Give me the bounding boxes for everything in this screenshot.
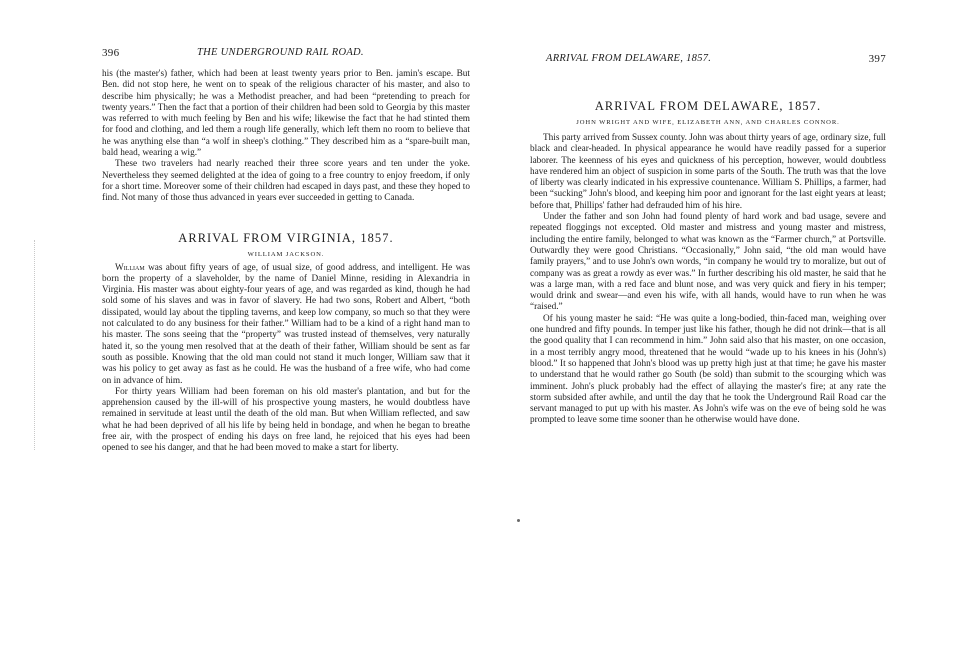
william-paragraph-1-text: was about fifty years of age, of usual size, of good address, and intelligent. He was born the property of a slaveholder, by the name of Daniel Minne, residing in Alexandria in Virginia. His master was about eighty-four years of age, and was regarded as kind, though he had sold some of his slaves and was in favor of slavery. He had two sons, Robert and Albert, “both dissipated, would lay about the tippling taverns, and keep low company, so much so that they were not calculated to do any business for their father.” William had to be a kind of a right hand man to his master. The sons seeing that the “property” was trusted instead of themselves, very naturally hated it, so the young men resolved that at the death of their father, William should be sent as far south as possible. Knowing that the old man could not stand it much longer, William saw that it was his policy to get away as fast as he could. He was the husband of a free wife, who had come on in advance of him. (102, 262, 470, 386)
delaware-section-heading (530, 99, 886, 126)
delaware-section-subtitle: JOHN WRIGHT AND WIFE, ELIZABETH ANN, AND CHARLES CONNOR. (576, 119, 840, 126)
virginia-section-body (102, 263, 470, 455)
gutter-mark (34, 240, 36, 450)
william-lead-word: William (115, 262, 145, 273)
delaware-section-body (530, 133, 886, 427)
continuation-paragraph: his (the master's) father, which had been at least twenty years prior to Ben. jamin's escape. But Ben. did not stop here, he went on to speak of the religious character of his master, and also to describe him physically; he was a Methodist preacher, and had been “pretending to preach for twenty years.” Then the fact that a portion of their children had been sold to Georgia by this master was referred to with much feeling by Ben and his wife; likewise the fact that he had stinted them for food and clothing, and led them a rough life generally, which left them no room to believe that he was anything else than “a wolf in sheep's clothing.” They described him as a “spare-built man, bald head, wearing a wig.” (102, 69, 470, 159)
left-page-number: 396 (102, 47, 120, 59)
left-running-head (102, 47, 470, 65)
right-page-number: 397 (868, 53, 886, 65)
right-running-head (530, 53, 886, 71)
william-paragraph-1 (102, 263, 470, 387)
travelers-paragraph: These two travelers had nearly reached their three score years and ten under the yoke. Nevertheless they seemed delighted at the idea of going to a free country to enjoy freedom, if only for a short time. Moreover some of their children had escaped in days past, and these they hoped to find. Not many of those thus advanced in years ever succeeded in getting to Canada. (102, 159, 470, 204)
delaware-section-title: ARRIVAL FROM DELAWARE, 1857. (594, 99, 822, 113)
william-paragraph-2: For thirty years William had been foreman on his old master's plantation, and but for the apprehension caused by the ill-will of his prospective young masters, he would doubtless have remained in servitude at least until the death of the old man. But when William reflected, and saw what he had been deprived of all his life by being held in bondage, and when he began to breathe free air, with the prospect of ending his days on free land, he rejoiced that his eyes had been opened to see his danger, and that he had been moved to make a start for liberty. (102, 386, 470, 454)
john-paragraph-1: This party arrived from Sussex county. John was about thirty years of age, ordinary size, full black and clear-headed. In physical appearance he would have readily passed for a superior laborer. The keenness of his eyes and quickness of his perception, however, would doubtless have rendered him an object of suspicion in some parts of the South. The truth was that the love of liberty was clearly indicated in his expressive countenance. William S. Phillips, a farmer, had been “sucking” John's blood, and keeping him poor and ignorant for the last eight years at least; before that, Phillips' father had defrauded him of his hire. (530, 133, 886, 211)
john-paragraph-3: Of his young master he said: “He was quite a long-bodied, thin-faced man, weighing over one hundred and fifty pounds. In temper just like his father, though he did not drink—that is all the good quality that I can recommend in him.” John said also that his master, on one occasion, in a most terribly angry mood, threatened that he would “wade up to his knees in his (John's) blood.” It so happened that John's blood was up pretty high just at that time; he gave his master to understand that he would rather go South (be sold) than submit to the scourging which was imminent. John's pluck probably had the effect of allaying the master's fire; at any rate the storm subsided after awhile, and until the day that he took the Underground Rail Road car the servant managed to put up with his master. As John's wife was on the eve of being sold he was prompted to leave some time sooner than he otherwise would have done. (530, 313, 886, 426)
john-paragraph-2: Under the father and son John had found plenty of hard work and bad usage, severe and repeated floggings not excepted. Old master and mistress and young master and mistress, including the entire family, belonged to what was known as the “Farmer church,” at Portsville. Outwardly they were good Christians. “Occasionally,” John said, “the old man would have family prayers,” and to use John's own words, “in company he would try to moralize, but out of company was as great a rowdy as ever was.” In further describing his old master, he said that he was a large man, with a red face and blunt nose, and was very quick and fiery in his temper; would drink and swear—and even his wife, with all hands, would have to run when he was “raised.” (530, 212, 886, 313)
right-page (530, 0, 886, 427)
margin-dot (517, 519, 520, 522)
left-body-top (102, 69, 470, 205)
left-page (102, 0, 470, 455)
virginia-section-subtitle: WILLIAM JACKSON. (247, 250, 325, 258)
virginia-section-heading (102, 231, 470, 258)
right-running-title: ARRIVAL FROM DELAWARE, 1857. (546, 53, 712, 64)
virginia-section-title: ARRIVAL FROM VIRGINIA, 1857. (178, 230, 394, 245)
left-running-title: THE UNDERGROUND RAIL ROAD. (197, 47, 364, 58)
